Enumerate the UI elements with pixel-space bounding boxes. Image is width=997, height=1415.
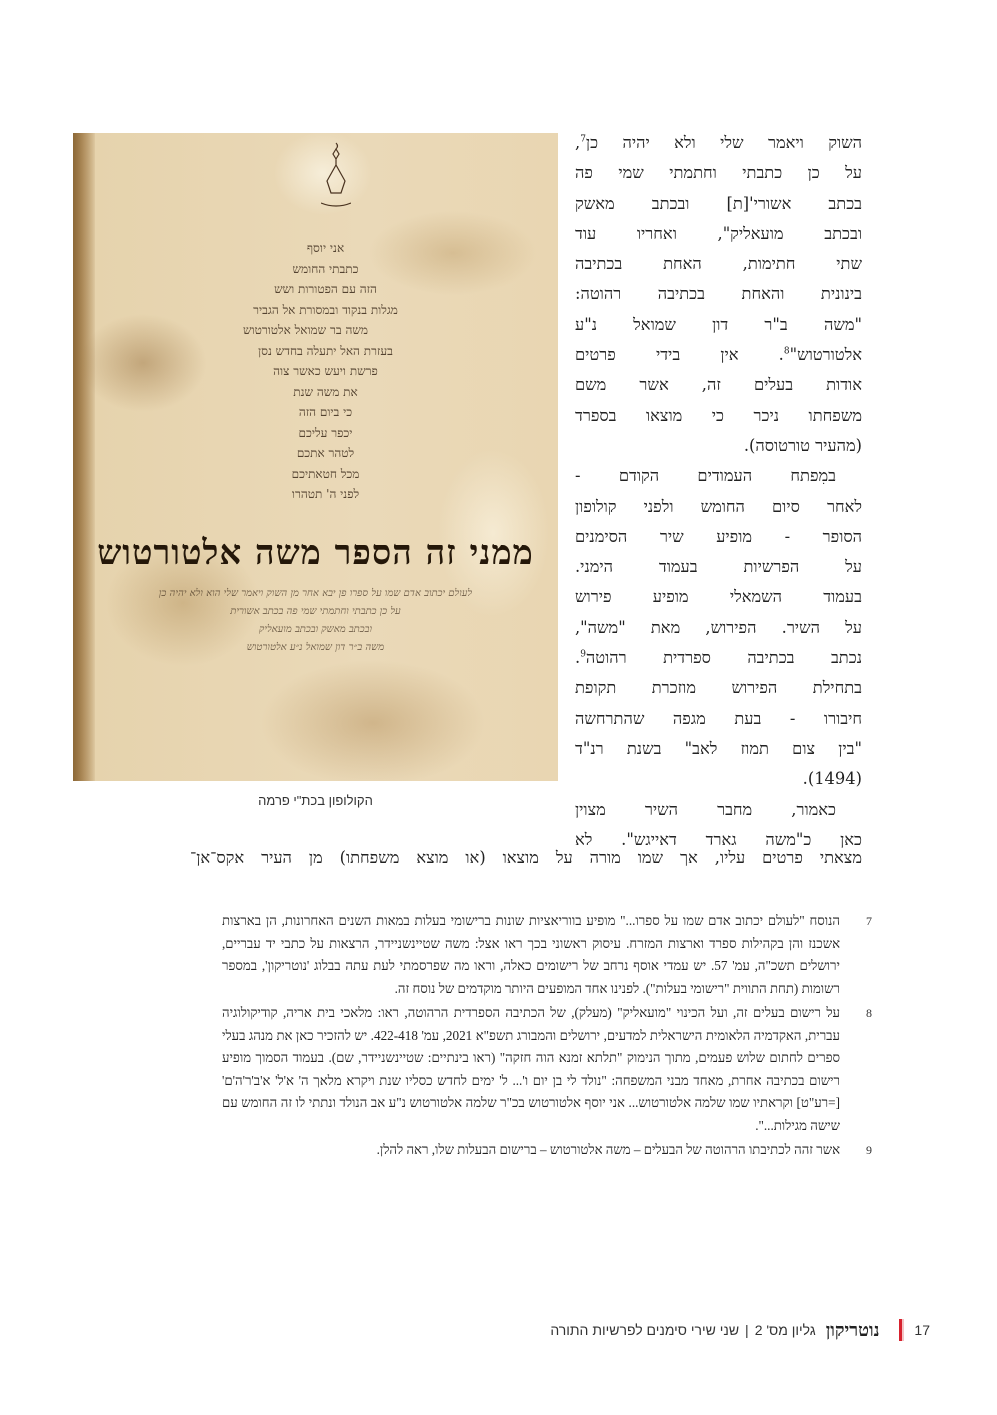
body-text-line [575, 370, 862, 400]
manuscript-cursive-line: על כן כתבתי וחתמתי שמי פה בכתב אשורית [230, 606, 401, 617]
body-text-line [575, 795, 862, 825]
line-text: כאמור, מחבר השיר מצוין [575, 799, 836, 819]
body-text-line [575, 219, 862, 249]
page-footer [450, 1318, 930, 1342]
footer-separator: | [745, 1322, 749, 1338]
manuscript-line: לפני ה' תטהרו [291, 487, 360, 501]
manuscript-line: הזה עם הפטורות ושש [274, 282, 377, 296]
line-text: בינונית והאחת בכתיבה רהוטה: [575, 284, 862, 304]
line-text-continued: , [575, 133, 581, 152]
line-text: (1494). [802, 769, 862, 789]
footnote [222, 910, 872, 1000]
manuscript-line: כתבתי החומש [292, 261, 359, 276]
line-text: במִפתח העמודים הקודם - [575, 466, 836, 486]
manuscript-line: פרשת ויעש כאשר צוה [273, 364, 378, 378]
line-text: הסופר - מופיע שיר הסימנים [575, 526, 862, 546]
footnote-reference[interactable]: 8 [783, 346, 790, 357]
manuscript-line: מגלות בנקוד ובמסורת אל הגביר [253, 302, 398, 317]
manuscript-line: משה בר שמואל אלטורטוש [243, 323, 368, 337]
line-text: משפחתו ניכר כי מוצאו בספרד [575, 405, 862, 425]
manuscript-line: מכל חטאתיכם [291, 466, 360, 481]
line-text: "בין צום תמוז לאב" בשנת רנ"ד [575, 738, 862, 758]
line-text: ובכתב מועאליק", ואחריו עוד [575, 223, 862, 243]
body-text-line [575, 582, 862, 612]
manuscript-line: בעזרת האל יתעלה בחדש נסן [258, 343, 393, 358]
body-text-line [575, 764, 862, 794]
line-text-continued: . [575, 648, 581, 668]
footnote-number: 7 [866, 914, 872, 928]
footnote-text: אשר זהה לכתיבתו הרהוטה של הבעלים – משה אלטורטוש – ברישום הבעלות שלו, ראה להלן. [376, 1142, 840, 1157]
line-text: בתחילת הפירוש מוזכרת תקופת [575, 678, 862, 698]
line-text: על הפרשיות בעמוד הימני. [575, 557, 862, 577]
manuscript-image [73, 133, 558, 781]
footnote-reference[interactable]: 9 [580, 649, 586, 660]
line-text: אודות בעלים זה, אשר משם [575, 375, 862, 395]
issue-label: גליון מס' 2 [754, 1322, 816, 1338]
figure-caption: הקולופון בכת"י פרמה [258, 793, 373, 808]
body-text-line [575, 704, 862, 734]
line-text: בכתב אשורי'[ת] ובכתב מאשק [575, 193, 862, 213]
body-text-line [575, 643, 862, 673]
footnote [222, 1139, 872, 1162]
manuscript-cursive-line: משה ב״ר דון שמואל נ״ע אלטורטוש [246, 642, 385, 653]
manuscript-line: אני יוסף [306, 241, 345, 255]
line-text: (מהעיר טורטוסה). [743, 435, 862, 455]
line-text: השוק ויאמר שלי ולא יהיה כן [585, 133, 862, 152]
line-text-continued: . אין בידי פרטים [575, 345, 784, 365]
line-text: שתי חתימות, האחת בכתיבה [575, 254, 862, 274]
journal-name: נוטריקון [825, 1319, 880, 1341]
line-text: "משה ב"ר דון שמואל נ"ע [575, 314, 862, 334]
body-text-line [575, 552, 862, 582]
body-text-full-line: מצאתי פרטים עליו, אך שמו מורה על מוצאו (או מוצא משפחתו) מן העיר אקס־אן־ [190, 848, 862, 867]
footnotes [222, 910, 872, 1164]
manuscript-line: יכפר עליכם [298, 425, 353, 440]
footnote [222, 1002, 872, 1137]
body-text-column [575, 128, 862, 855]
body-text-line [575, 461, 862, 491]
body-text-line [575, 279, 862, 309]
accent-bar [899, 1319, 902, 1341]
body-text-line [575, 128, 862, 158]
footnote-text: הנוסח "לעולם יכתוב אדם שמו על ספרו..." מופיע בווריאציות שונות ברישומי בעלות במאות השנים האחרונות, הן בארצות אשכנז והן בקהילות ספרד וארצות המזרח. עיסוק ראשוני בכך ראו אצל: משה שטיינשניידר, הרצאות על כתבי יד עבריים, ירושלים תשכ"ה, עמ' 57. יש עמדי אוסף נרחב של רישומים כאלה, וראו מה שפרסמתי לעת עתה בבלוג 'נוטריקון', במספר רשומות (תחת התווית "רישומי בעלות"). לפנינו אחד המופעים היותר מוקדמים של נוסח זה. [222, 913, 840, 996]
ownership-heading: ממני זה הספר משה אלטורטוש [97, 533, 534, 573]
line-text: נכתב בכתיבה ספרדית רהוטה [585, 648, 862, 668]
body-text-line [575, 431, 862, 461]
manuscript-line: לטהר אתכם [296, 446, 355, 460]
body-text-line [575, 734, 862, 764]
body-text-line [575, 401, 862, 431]
page-number: 17 [914, 1322, 930, 1338]
article-title: שני שירי סימנים לפרשיות התורה [550, 1322, 740, 1338]
body-text-line [575, 249, 862, 279]
lamp-drawing-icon [321, 141, 351, 213]
body-text-line [575, 522, 862, 552]
footnote-text: על רישום בעלים זה, ועל הכינוי "מועאליק" (מעלק), של הכתיבה הספרדית הרהוטה, ראו: מלאכי בית אריה, קודיקולוגיה עברית, האקדמיה הלאומית הישראלית למדעים, ירושלים והמבורג תשפ"א 2021, עמ' 422-418. יש להזכיר כאן את מנהג בעלי ספרים לחתום שלוש פעמים, מתוך הנימוק "תלתא זמנא הוה חזקה" (ראו בינתיים: שטיינשניידר, שם). בעמוד הסמוך מופיע רישום בכתיבה אחרת, מאחד מבני המשפחה: "נולד לי בן יום ו'... ל' ימים לחדש כסליו שנת ויקרא מלאך ה' א'ל' א'ב'ר'ה'ם' [=רע"ט] וקראתיו שמו שלמה אלטורטוש... אני יוסף אלטורטוש בכ"ר שלמה אלטורטוש נ"ע אב הנולד ונתתי לו זה החומש עם שישה מגילות...". [222, 1005, 840, 1133]
footnote-number: 8 [866, 1006, 872, 1020]
manuscript-cursive-line: לעולם יכתוב אדם שמו על ספרו פן יבא אחר מן השוק ויאמר שלי הוא ולא יהיה כן [158, 588, 473, 599]
manuscript-line: את משה שנת [293, 384, 358, 399]
body-text-line [575, 673, 862, 703]
footnote-reference[interactable]: 7 [580, 134, 586, 145]
line-text: לאחר סיום החומש ולפני קולופון [575, 496, 862, 516]
line-text: על השיר. הפירוש, מאת "משה", [575, 617, 862, 637]
line-text: בעמוד השמאלי מופיע פירוש [575, 587, 862, 607]
body-text-line [575, 310, 862, 340]
line-text: אלטורטוש" [789, 345, 862, 365]
line-text: על כן כתבתי וחתמתי שמי פה [575, 163, 862, 183]
body-text-line [575, 340, 862, 370]
manuscript-cursive-line: ובכתב מאשק ובכתב מועאליק [258, 624, 373, 635]
body-text-line [575, 158, 862, 188]
manuscript-line: כי ביום הזה [298, 405, 353, 419]
body-text-line [575, 492, 862, 522]
body-text-line [575, 189, 862, 219]
line-text: חיבורו - בעת מגפה שהתרחשה [575, 708, 862, 728]
footnote-number: 9 [866, 1143, 872, 1157]
body-text-line [575, 613, 862, 643]
line-text: כאן כ"משה גארד דאייגש". לא [575, 829, 862, 849]
